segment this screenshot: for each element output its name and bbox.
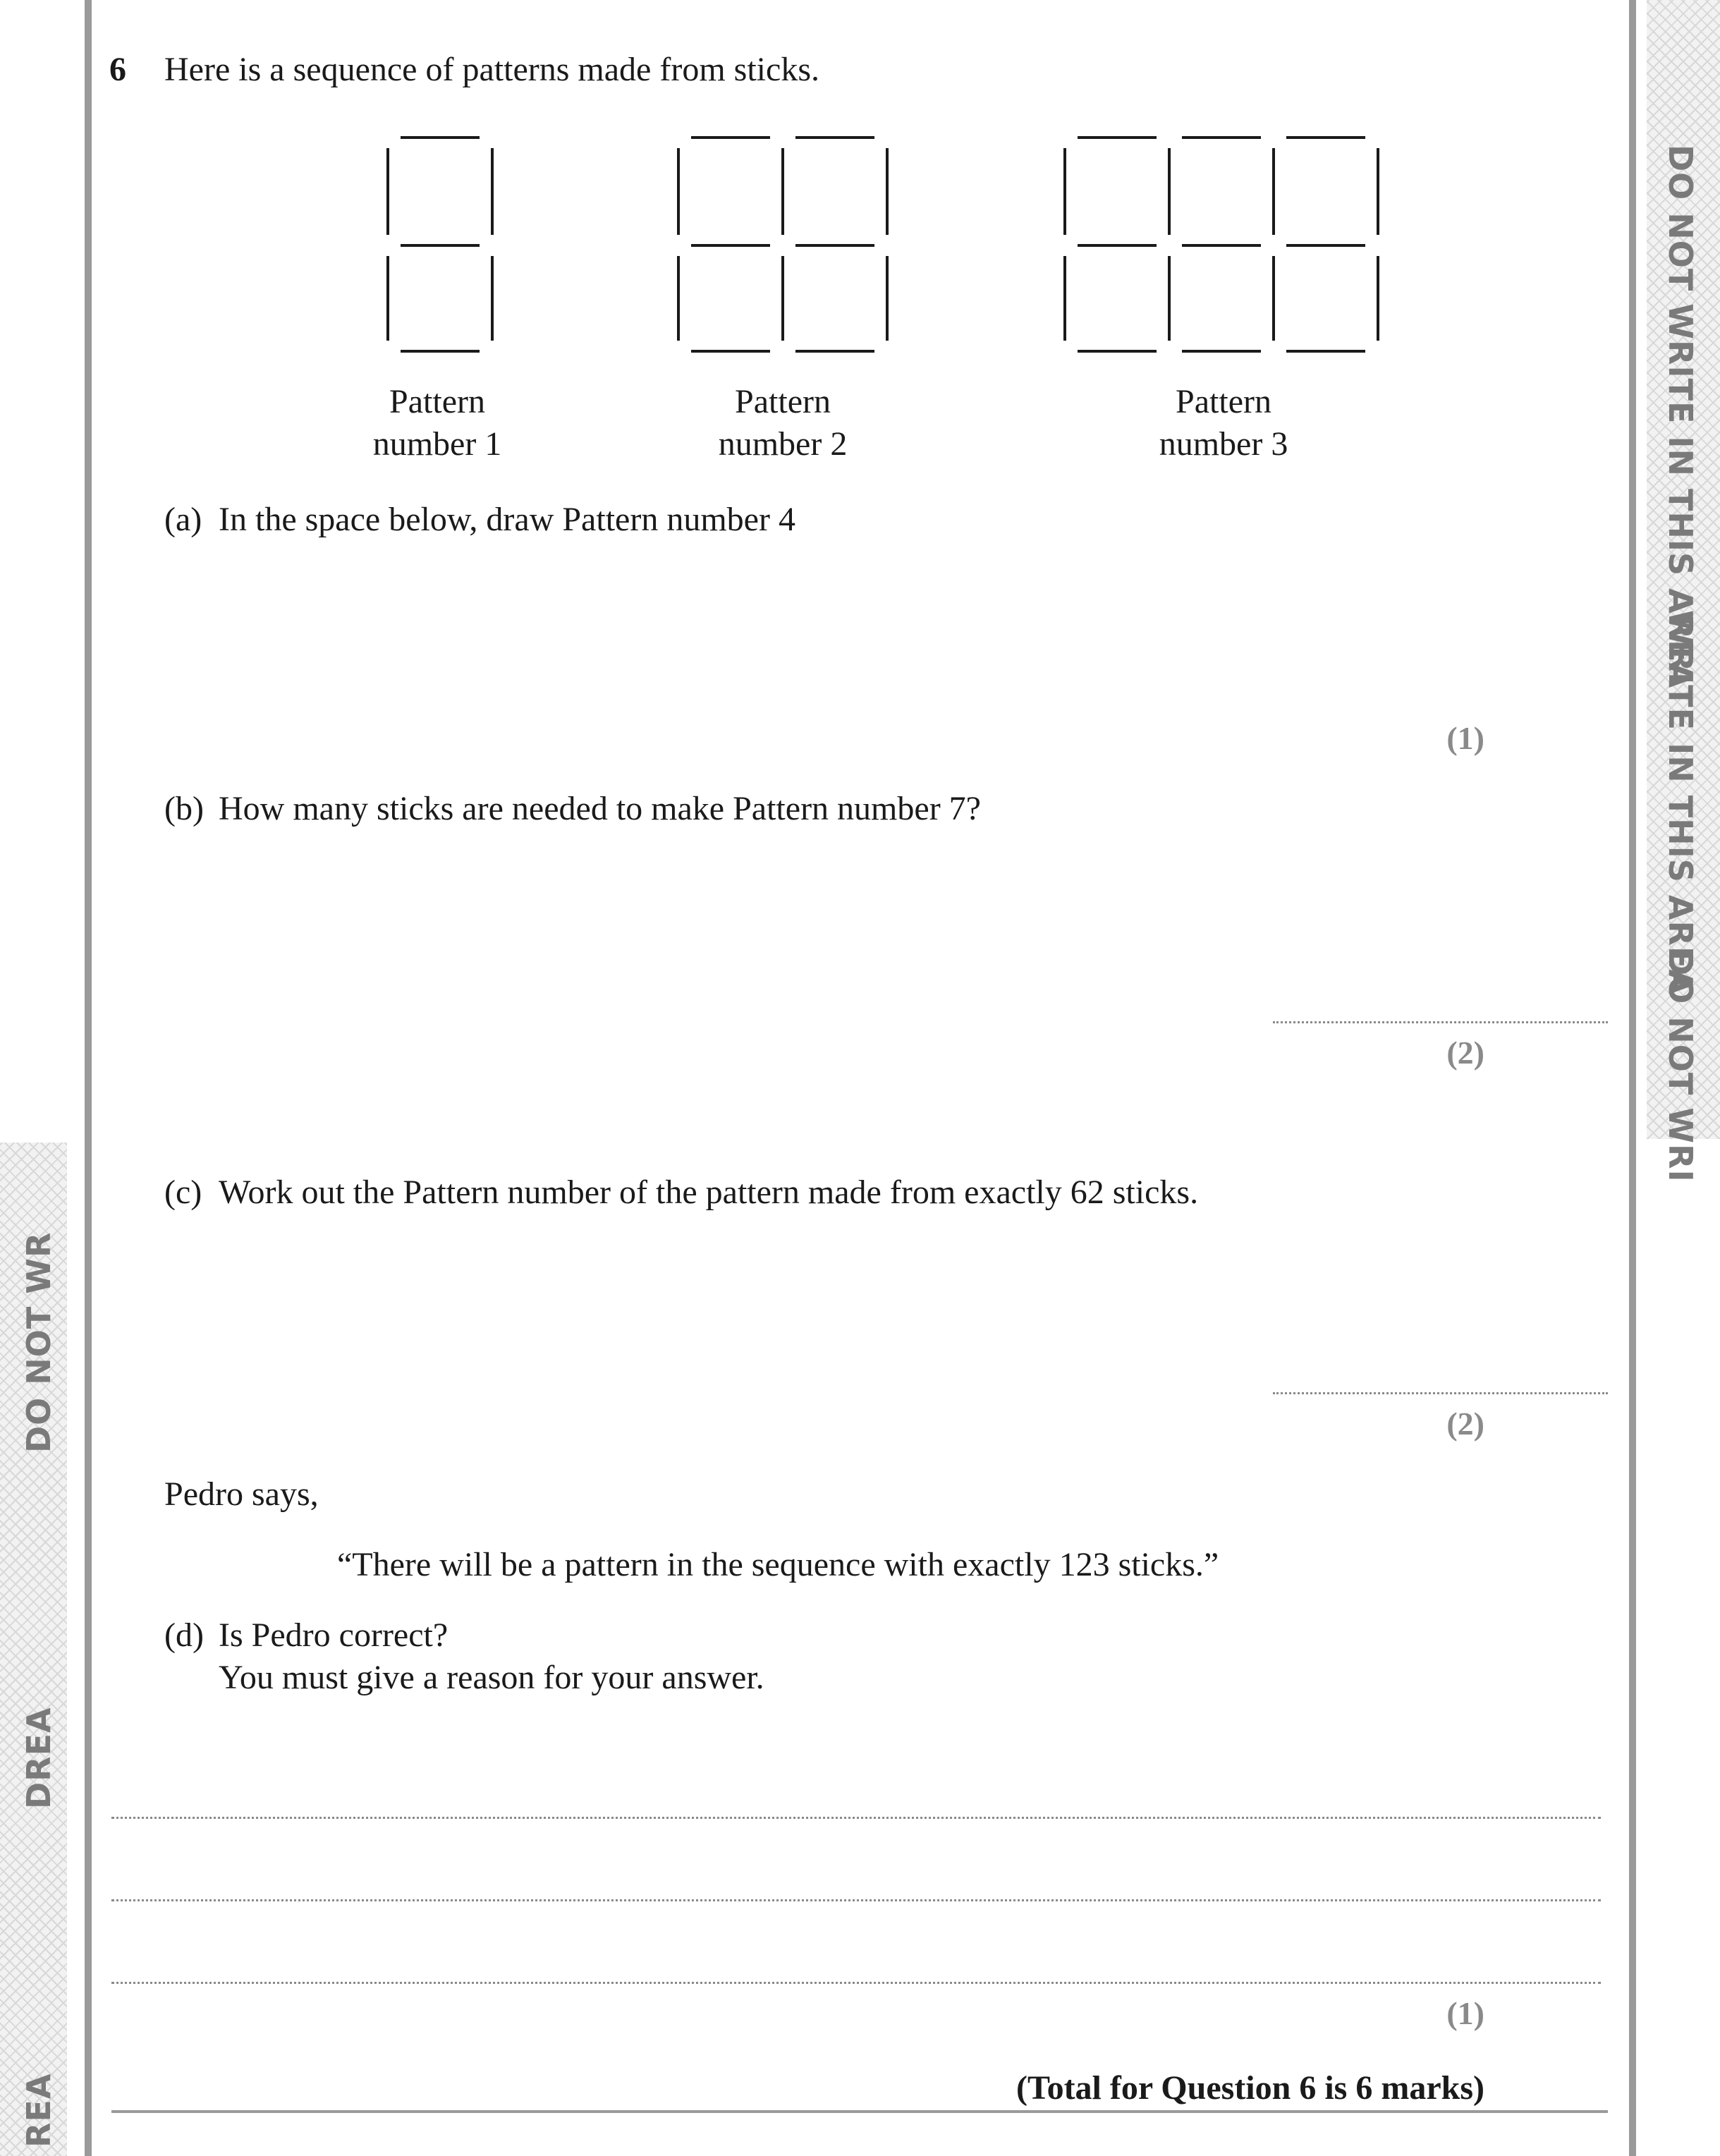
question-number: 6: [109, 51, 126, 88]
stick-patterns-figure: [0, 120, 1410, 374]
pedro-quote: “There will be a pattern in the sequence with exactly 123 sticks.”: [337, 1546, 1219, 1583]
part-d-marks: (1): [1446, 1995, 1484, 2031]
part-d-text-line1: Is Pedro correct?: [219, 1616, 449, 1654]
part-b-marks: (2): [1446, 1035, 1484, 1071]
pattern-3-caption: [1118, 381, 1329, 465]
right-margin-rule: [1629, 0, 1636, 2156]
part-d-text-line2: You must give a reason for your answer.: [219, 1659, 764, 1696]
part-b-text: How many sticks are needed to make Pattern number 7?: [219, 790, 981, 827]
pattern-3-drawing: [1065, 138, 1378, 351]
part-b-answer-line[interactable]: [1273, 1021, 1608, 1023]
pattern-1-label-line2: number 1: [372, 425, 502, 463]
part-c-label: (c): [164, 1174, 202, 1211]
part-a-marks: (1): [1446, 720, 1484, 756]
part-c-answer-line[interactable]: [1273, 1392, 1608, 1394]
question-intro: Here is a sequence of patterns made from sticks.: [164, 51, 819, 88]
part-a-drawing-area[interactable]: [164, 550, 1434, 719]
pattern-2-caption: [677, 381, 889, 465]
bottom-rule: [111, 2110, 1608, 2113]
pattern-3-label-line2: number 3: [1159, 425, 1288, 463]
part-b-label: (b): [164, 790, 204, 827]
part-a-text: In the space below, draw Pattern number 4: [219, 501, 795, 538]
part-c-marks: (2): [1446, 1406, 1484, 1442]
right-margin-warning-3: DO NOT WRI: [1661, 949, 1700, 1183]
question-total: (Total for Question 6 is 6 marks): [1015, 2069, 1484, 2107]
pattern-2-drawing: [678, 138, 887, 351]
pattern-1-label-line1: Pattern: [389, 383, 485, 420]
right-margin-warning-1: DO NOT WRITE IN THIS AREA: [1661, 145, 1700, 689]
left-margin-warning-2: DREA: [20, 1707, 58, 1809]
pattern-2-label-line1: Pattern: [735, 383, 831, 420]
part-d-answer-line-2[interactable]: [111, 1899, 1601, 1901]
pattern-1-caption: [331, 381, 543, 465]
right-margin-warning-2: WRITE IN THIS AREA: [1661, 610, 1700, 995]
pattern-1-drawing: [388, 138, 492, 351]
part-d-label: (d): [164, 1616, 204, 1654]
pattern-3-label-line1: Pattern: [1176, 383, 1271, 420]
part-d-answer-line-1[interactable]: [111, 1817, 1601, 1819]
part-c-text: Work out the Pattern number of the pattern made from exactly 62 sticks.: [219, 1174, 1199, 1211]
left-margin-warning-3: REA: [20, 2073, 58, 2148]
part-a-label: (a): [164, 501, 202, 538]
pedro-says: Pedro says,: [164, 1475, 319, 1513]
pattern-2-label-line2: number 2: [718, 425, 848, 463]
part-d-answer-line-3[interactable]: [111, 1982, 1601, 1984]
left-margin-warning-1: DO NOT WR: [20, 1231, 58, 1453]
